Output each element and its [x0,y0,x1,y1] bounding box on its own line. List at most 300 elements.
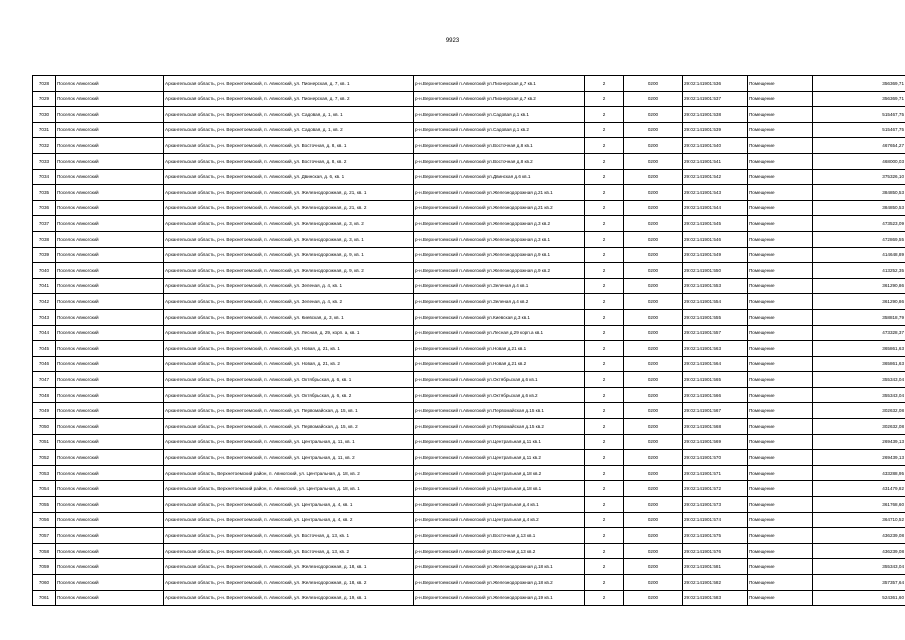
category-number-cell: 2 [585,200,624,216]
cadastral-cost-cell: 473523,09 [813,216,905,232]
settlement-name-cell: Поселок Авнюгский [56,231,164,247]
table-row [33,185,905,201]
type-code-cell: 0200 [624,434,683,450]
object-kind-cell: Помещение [748,169,813,185]
row-number-cell: 7053 [33,465,56,481]
object-kind-cell: Помещение [748,450,813,466]
cadastral-cost-cell: 365861,63 [813,356,905,372]
table-row [33,169,905,185]
full-address-cell: Архангельская область, р-н. Верхнетоемский, п. Авнюгский, ул. Железнодорожная, д. 3, кв. 1 [164,231,414,247]
cadastral-number-cell: 29:02:141901:542 [683,169,748,185]
cadastral-number-cell: 29:02:141901:555 [683,309,748,325]
type-code-cell: 0200 [624,590,683,606]
row-number-cell: 7030 [33,107,56,123]
cadastral-number-cell: 29:02:141901:544 [683,200,748,216]
cadastral-cost-cell: 355343,04 [813,372,905,388]
object-kind-cell: Помещение [748,122,813,138]
short-address-cell: р-н.Верхнетоемский п.Авнюгский ул.Киевская д.3 кв.1 [414,309,585,325]
table-row [33,512,905,528]
cadastral-number-cell: 29:02:141901:581 [683,559,748,575]
cadastral-cost-cell: 413252,35 [813,263,905,279]
row-number-cell: 7036 [33,200,56,216]
row-number-cell: 7048 [33,387,56,403]
type-code-cell: 0200 [624,76,683,92]
row-number-cell: 7033 [33,153,56,169]
category-number-cell: 2 [585,559,624,575]
full-address-cell: Архангельская область, р-н. Верхнетоемский, п. Авнюгский, ул. Центральная, д. 4, кв. 2 [164,512,414,528]
short-address-cell: р-н.Верхнетоемский п.Авнюгский ул.Восточная д.13 кв.1 [414,528,585,544]
object-kind-cell: Помещение [748,497,813,513]
row-number-cell: 7057 [33,528,56,544]
table-row [33,559,905,575]
short-address-cell: р-н.Верхнетоемский п.Авнюгский ул.Октябрьская д.6 кв.2 [414,387,585,403]
type-code-cell: 0200 [624,465,683,481]
type-code-cell: 0200 [624,372,683,388]
category-number-cell: 2 [585,387,624,403]
cadastral-number-cell: 29:02:141901:557 [683,325,748,341]
cadastral-number-cell: 29:02:141901:583 [683,590,748,606]
type-code-cell: 0200 [624,341,683,357]
table-row [33,341,905,357]
settlement-name-cell: Поселок Авнюгский [56,153,164,169]
full-address-cell: Архангельская область, р-н. Верхнетоемский, п. Авнюгский, ул. Первомайская, д. 15, кв. 1 [164,403,414,419]
settlement-name-cell: Поселок Авнюгский [56,465,164,481]
object-kind-cell: Помещение [748,200,813,216]
cadastral-number-cell: 29:02:141901:540 [683,138,748,154]
table-row [33,231,905,247]
settlement-name-cell: Поселок Авнюгский [56,325,164,341]
type-code-cell: 0200 [624,419,683,435]
type-code-cell: 0200 [624,543,683,559]
cadastral-number-cell: 29:02:141901:569 [683,434,748,450]
short-address-cell: р-н.Верхнетоемский п.Авнюгский ул.Восточная д.8 кв.2 [414,153,585,169]
cadastral-number-cell: 29:02:141901:576 [683,543,748,559]
table-row [33,372,905,388]
short-address-cell: р-н.Верхнетоемский п.Авнюгский ул.Восточная д.8 кв.1 [414,138,585,154]
short-address-cell: р-н.Верхнетоемский п.Авнюгский ул.Железнодорожная д.19 кв.1 [414,590,585,606]
table-row [33,481,905,497]
object-kind-cell: Помещение [748,231,813,247]
category-number-cell: 2 [585,590,624,606]
cadastral-number-cell: 29:02:141901:571 [683,465,748,481]
table-row [33,138,905,154]
settlement-name-cell: Поселок Авнюгский [56,247,164,263]
table-row [33,497,905,513]
full-address-cell: Архангельская область, р-н. Верхнетоемский, п. Авнюгский, ул. Железнодорожная, д. 9, кв. 1 [164,247,414,263]
full-address-cell: Архангельская область, р-н. Верхнетоемский, п. Авнюгский, ул. Восточная, д. 8, кв. 1 [164,138,414,154]
row-number-cell: 7028 [33,76,56,92]
row-number-cell: 7055 [33,497,56,513]
category-number-cell: 2 [585,231,624,247]
full-address-cell: Архангельская область, р-н. Верхнетоемский, п. Авнюгский, ул. Железнодорожная, д. 18, кв. 2 [164,575,414,591]
row-number-cell: 7044 [33,325,56,341]
type-code-cell: 0200 [624,497,683,513]
cadastral-cost-cell: 436239,08 [813,543,905,559]
cadastral-cost-cell: 384850,53 [813,185,905,201]
full-address-cell: Архангельская область, р-н. Верхнетоемский, п. Авнюгский, ул. Зеленая, д. 4, кв. 2 [164,294,414,310]
object-kind-cell: Помещение [748,356,813,372]
type-code-cell: 0200 [624,309,683,325]
short-address-cell: р-н.Верхнетоемский п.Авнюгский ул.Центральная д.4 кв.2 [414,512,585,528]
cadastral-number-cell: 29:02:141901:567 [683,403,748,419]
short-address-cell: р-н.Верхнетоемский п.Авнюгский ул.Центральная д.11 кв.1 [414,434,585,450]
full-address-cell: Архангельская область, р-н. Верхнетоемский, п. Авнюгский, ул. Железнодорожная, д. 3, кв. 2 [164,216,414,232]
cadastral-cost-cell: 355343,04 [813,387,905,403]
cadastral-number-cell: 29:02:141901:563 [683,341,748,357]
table-row [33,91,905,107]
category-number-cell: 2 [585,450,624,466]
table-row [33,76,905,92]
cadastral-cost-cell: 356369,71 [813,76,905,92]
cadastral-cost-cell: 524361,60 [813,590,905,606]
short-address-cell: р-н.Верхнетоемский п.Авнюгский ул.Первомайская д.15 кв.2 [414,419,585,435]
table-row [33,294,905,310]
settlement-name-cell: Поселок Авнюгский [56,216,164,232]
type-code-cell: 0200 [624,263,683,279]
full-address-cell: Архангельская область, р-н. Верхнетоемский, п. Авнюгский, ул. Железнодорожная, д. 21, кв. 2 [164,200,414,216]
cadastral-cost-cell: 436239,08 [813,528,905,544]
object-kind-cell: Помещение [748,434,813,450]
row-number-cell: 7038 [33,231,56,247]
cadastral-cost-cell: 431479,82 [813,481,905,497]
category-number-cell: 2 [585,497,624,513]
row-number-cell: 7031 [33,122,56,138]
object-kind-cell: Помещение [748,278,813,294]
short-address-cell: р-н.Верхнетоемский п.Авнюгский ул.Центральная д.18 кв.1 [414,481,585,497]
cadastral-cost-cell: 358818,79 [813,309,905,325]
category-number-cell: 2 [585,403,624,419]
object-kind-cell: Помещение [748,247,813,263]
full-address-cell: Архангельская область, р-н. Верхнетоемский, п. Авнюгский, ул. Железнодорожная, д. 9, кв. 2 [164,263,414,279]
object-kind-cell: Помещение [748,575,813,591]
cadastral-number-cell: 29:02:141901:550 [683,263,748,279]
settlement-name-cell: Поселок Авнюгский [56,278,164,294]
table-row [33,200,905,216]
row-number-cell: 7040 [33,263,56,279]
settlement-name-cell: Поселок Авнюгский [56,76,164,92]
object-kind-cell: Помещение [748,309,813,325]
short-address-cell: р-н.Верхнетоемский п.Авнюгский ул.Садовая д.1 кв.2 [414,122,585,138]
type-code-cell: 0200 [624,559,683,575]
object-kind-cell: Помещение [748,543,813,559]
table-row [33,325,905,341]
short-address-cell: р-н.Верхнетоемский п.Авнюгский ул.Железнодорожная д.3 кв.1 [414,231,585,247]
full-address-cell: Архангельская область, р-н. Верхнетоемский, п. Авнюгский, ул. Садовая, д. 1, кв. 2 [164,122,414,138]
category-number-cell: 2 [585,153,624,169]
short-address-cell: р-н.Верхнетоемский п.Авнюгский ул.Восточная д.13 кв.2 [414,543,585,559]
table-row [33,590,905,606]
table-row [33,403,905,419]
row-number-cell: 7047 [33,372,56,388]
category-number-cell: 2 [585,434,624,450]
cadastral-number-cell: 29:02:141901:543 [683,185,748,201]
category-number-cell: 2 [585,325,624,341]
full-address-cell: Архангельская область, Верхнетоемский район, п. Авнюгский, ул. Центральная, д. 18, кв. 1 [164,481,414,497]
type-code-cell: 0200 [624,91,683,107]
cadastral-cost-cell: 472869,55 [813,231,905,247]
cadastral-number-cell: 29:02:141901:546 [683,231,748,247]
row-number-cell: 7041 [33,278,56,294]
type-code-cell: 0200 [624,481,683,497]
full-address-cell: Архангельская область, р-н. Верхнетоемский, п. Авнюгский, ул. Центральная, д. 11, кв. 1 [164,434,414,450]
row-number-cell: 7032 [33,138,56,154]
cadastral-cost-cell: 365861,63 [813,341,905,357]
cadastral-cost-cell: 515467,75 [813,122,905,138]
cadastral-cost-cell: 433288,95 [813,465,905,481]
full-address-cell: Архангельская область, р-н. Верхнетоемский, п. Авнюгский, ул. Зеленая, д. 4, кв. 1 [164,278,414,294]
full-address-cell: Архангельская область, Верхнетоемский район, п. Авнюгский, ул. Центральная, д. 18, кв. 2 [164,465,414,481]
cadastral-cost-cell: 384850,53 [813,200,905,216]
category-number-cell: 2 [585,247,624,263]
type-code-cell: 0200 [624,122,683,138]
settlement-name-cell: Поселок Авнюгский [56,403,164,419]
cadastral-cost-cell: 467654,27 [813,138,905,154]
category-number-cell: 2 [585,543,624,559]
table-row [33,528,905,544]
cadastral-number-cell: 29:02:141901:545 [683,216,748,232]
object-kind-cell: Помещение [748,107,813,123]
category-number-cell: 2 [585,216,624,232]
short-address-cell: р-н.Верхнетоемский п.Авнюгский ул.Железнодорожная д.21 кв.2 [414,200,585,216]
cadastral-cost-cell: 361290,86 [813,278,905,294]
table-row [33,356,905,372]
object-kind-cell: Помещение [748,138,813,154]
cadastral-number-cell: 29:02:141901:575 [683,528,748,544]
settlement-name-cell: Поселок Авнюгский [56,419,164,435]
category-number-cell: 2 [585,278,624,294]
object-kind-cell: Помещение [748,387,813,403]
cadastral-number-cell: 29:02:141901:553 [683,278,748,294]
settlement-name-cell: Поселок Авнюгский [56,263,164,279]
table-row [33,247,905,263]
category-number-cell: 2 [585,372,624,388]
table-row [33,263,905,279]
cadastral-number-cell: 29:02:141901:537 [683,91,748,107]
table-row [33,278,905,294]
row-number-cell: 7049 [33,403,56,419]
cadastral-cost-cell: 375326,10 [813,169,905,185]
object-kind-cell: Помещение [748,185,813,201]
type-code-cell: 0200 [624,107,683,123]
category-number-cell: 2 [585,294,624,310]
settlement-name-cell: Поселок Авнюгский [56,481,164,497]
object-kind-cell: Помещение [748,512,813,528]
settlement-name-cell: Поселок Авнюгский [56,497,164,513]
row-number-cell: 7045 [33,341,56,357]
cadastral-number-cell: 29:02:141901:564 [683,356,748,372]
cadastral-number-cell: 29:02:141901:573 [683,497,748,513]
table-row [33,107,905,123]
row-number-cell: 7061 [33,590,56,606]
full-address-cell: Архангельская область, р-н. Верхнетоемский, п. Авнюгский, ул. Первомайская, д. 15, кв. 2 [164,419,414,435]
category-number-cell: 2 [585,76,624,92]
settlement-name-cell: Поселок Авнюгский [56,387,164,403]
type-code-cell: 0200 [624,294,683,310]
row-number-cell: 7054 [33,481,56,497]
short-address-cell: р-н.Верхнетоемский п.Авнюгский ул.Новая д.21 кв.2 [414,356,585,372]
settlement-name-cell: Поселок Авнюгский [56,356,164,372]
object-kind-cell: Помещение [748,263,813,279]
settlement-name-cell: Поселок Авнюгский [56,528,164,544]
settlement-name-cell: Поселок Авнюгский [56,575,164,591]
object-kind-cell: Помещение [748,294,813,310]
full-address-cell: Архангельская область, р-н. Верхнетоемский, п. Авнюгский, ул. Пионерская, д. 7, кв. 2 [164,91,414,107]
short-address-cell: р-н.Верхнетоемский п.Авнюгский ул.Центральная д.4 кв.1 [414,497,585,513]
row-number-cell: 7056 [33,512,56,528]
full-address-cell: Архангельская область, р-н. Верхнетоемский, п. Авнюгский, ул. Октябрьская, д. 6, кв. 1 [164,372,414,388]
full-address-cell: Архангельская область, р-н. Верхнетоемский, п. Авнюгский, ул. Пионерская, д. 7, кв. 1 [164,76,414,92]
short-address-cell: р-н.Верхнетоемский п.Авнюгский ул.Садовая д.1 кв.1 [414,107,585,123]
type-code-cell: 0200 [624,216,683,232]
cadastral-number-cell: 29:02:141901:538 [683,107,748,123]
short-address-cell: р-н.Верхнетоемский п.Авнюгский ул.Пионерская д.7 кв.2 [414,91,585,107]
type-code-cell: 0200 [624,247,683,263]
short-address-cell: р-н.Верхнетоемский п.Авнюгский ул.Зеленая д.4 кв.2 [414,294,585,310]
row-number-cell: 7051 [33,434,56,450]
cadastral-cost-cell: 356369,71 [813,91,905,107]
category-number-cell: 2 [585,356,624,372]
row-number-cell: 7035 [33,185,56,201]
full-address-cell: Архангельская область, р-н. Верхнетоемский, п. Авнюгский, ул. Октябрьская, д. 6, кв. 2 [164,387,414,403]
object-kind-cell: Помещение [748,372,813,388]
full-address-cell: Архангельская область, р-н. Верхнетоемский, п. Авнюгский, ул. Киевская, д. 3, кв. 1 [164,309,414,325]
category-number-cell: 2 [585,169,624,185]
cadastral-cost-cell: 302632,08 [813,419,905,435]
row-number-cell: 7039 [33,247,56,263]
row-number-cell: 7037 [33,216,56,232]
cadastral-number-cell: 29:02:141901:541 [683,153,748,169]
cadastral-number-cell: 29:02:141901:554 [683,294,748,310]
full-address-cell: Архангельская область, р-н. Верхнетоемский, п. Авнюгский, ул. Железнодорожная, д. 18, кв. 1 [164,559,414,575]
cadastral-cost-cell: 414648,89 [813,247,905,263]
type-code-cell: 0200 [624,231,683,247]
settlement-name-cell: Поселок Авнюгский [56,91,164,107]
row-number-cell: 7059 [33,559,56,575]
type-code-cell: 0200 [624,185,683,201]
short-address-cell: р-н.Верхнетоемский п.Авнюгский ул.Первомайская д.15 кв.1 [414,403,585,419]
category-number-cell: 2 [585,465,624,481]
category-number-cell: 2 [585,481,624,497]
row-number-cell: 7058 [33,543,56,559]
table-row [33,575,905,591]
object-kind-cell: Помещение [748,341,813,357]
short-address-cell: р-н.Верхнетоемский п.Авнюгский ул.Железнодорожная д.18 кв.2 [414,575,585,591]
category-number-cell: 2 [585,512,624,528]
row-number-cell: 7046 [33,356,56,372]
cadastral-cost-cell: 357357,64 [813,575,905,591]
cadastral-number-cell: 29:02:141901:574 [683,512,748,528]
settlement-name-cell: Поселок Авнюгский [56,543,164,559]
cadastral-cost-cell: 361290,86 [813,294,905,310]
settlement-name-cell: Поселок Авнюгский [56,512,164,528]
cadastral-number-cell: 29:02:141901:539 [683,122,748,138]
settlement-name-cell: Поселок Авнюгский [56,590,164,606]
row-number-cell: 7029 [33,91,56,107]
full-address-cell: Архангельская область, р-н. Верхнетоемский, п. Авнюгский, ул. Восточная, д. 13, кв. 1 [164,528,414,544]
row-number-cell: 7060 [33,575,56,591]
table-row [33,309,905,325]
object-kind-cell: Помещение [748,325,813,341]
short-address-cell: р-н.Верхнетоемский п.Авнюгский ул.Центральная д.11 кв.2 [414,450,585,466]
full-address-cell: Архангельская область, р-н. Верхнетоемский, п. Авнюгский, ул. Железнодорожная, д. 19, кв. 1 [164,590,414,606]
category-number-cell: 2 [585,528,624,544]
settlement-name-cell: Поселок Авнюгский [56,294,164,310]
cadastral-number-cell: 29:02:141901:565 [683,372,748,388]
category-number-cell: 2 [585,107,624,123]
type-code-cell: 0200 [624,575,683,591]
category-number-cell: 2 [585,263,624,279]
short-address-cell: р-н.Верхнетоемский п.Авнюгский ул.Октябрьская д.6 кв.1 [414,372,585,388]
full-address-cell: Архангельская область, р-н. Верхнетоемский, п. Авнюгский, ул. Лесная, д. 29, корп. а, кв. 1 [164,325,414,341]
full-address-cell: Архангельская область, р-н. Верхнетоемский, п. Авнюгский, ул. Железнодорожная, д. 21, кв. 1 [164,185,414,201]
object-kind-cell: Помещение [748,91,813,107]
category-number-cell: 2 [585,122,624,138]
short-address-cell: р-н.Верхнетоемский п.Авнюгский ул.Двинская д.6 кв.1 [414,169,585,185]
full-address-cell: Архангельская область, р-н. Верхнетоемский, п. Авнюгский, ул. Центральная, д. 11, кв. 2 [164,450,414,466]
full-address-cell: Архангельская область, р-н. Верхнетоемский, п. Авнюгский, ул. Восточная, д. 8, кв. 2 [164,153,414,169]
short-address-cell: р-н.Верхнетоемский п.Авнюгский ул.Центральная д.18 кв.2 [414,465,585,481]
settlement-name-cell: Поселок Авнюгский [56,169,164,185]
object-kind-cell: Помещение [748,481,813,497]
table-row [33,216,905,232]
type-code-cell: 0200 [624,387,683,403]
row-number-cell: 7034 [33,169,56,185]
type-code-cell: 0200 [624,138,683,154]
row-number-cell: 7052 [33,450,56,466]
cadastral-cost-cell: 302632,08 [813,403,905,419]
object-kind-cell: Помещение [748,76,813,92]
cadastral-number-cell: 29:02:141901:572 [683,481,748,497]
settlement-name-cell: Поселок Авнюгский [56,434,164,450]
short-address-cell: р-н.Верхнетоемский п.Авнюгский ул.Железнодорожная д.9 кв.2 [414,263,585,279]
short-address-cell: р-н.Верхнетоемский п.Авнюгский ул.Железнодорожная д.18 кв.1 [414,559,585,575]
category-number-cell: 2 [585,341,624,357]
type-code-cell: 0200 [624,200,683,216]
cadastral-cost-cell: 269439,13 [813,450,905,466]
category-number-cell: 2 [585,575,624,591]
type-code-cell: 0200 [624,403,683,419]
short-address-cell: р-н.Верхнетоемский п.Авнюгский ул.Железнодорожная д.21 кв.1 [414,185,585,201]
object-kind-cell: Помещение [748,528,813,544]
type-code-cell: 0200 [624,512,683,528]
settlement-name-cell: Поселок Авнюгский [56,138,164,154]
category-number-cell: 2 [585,185,624,201]
cadastral-number-cell: 29:02:141901:566 [683,387,748,403]
registry-table-body [33,76,905,606]
settlement-name-cell: Поселок Авнюгский [56,372,164,388]
cadastral-cost-cell: 473328,37 [813,325,905,341]
short-address-cell: р-н.Верхнетоемский п.Авнюгский ул.Пионерская д.7 кв.1 [414,76,585,92]
full-address-cell: Архангельская область, р-н. Верхнетоемский, п. Авнюгский, ул. Восточная, д. 13, кв. 2 [164,543,414,559]
settlement-name-cell: Поселок Авнюгский [56,450,164,466]
property-registry-table [32,75,905,606]
cadastral-number-cell: 29:02:141901:568 [683,419,748,435]
short-address-cell: р-н.Верхнетоемский п.Авнюгский ул.Лесная д.29 корп.а кв.1 [414,325,585,341]
object-kind-cell: Помещение [748,403,813,419]
type-code-cell: 0200 [624,450,683,466]
type-code-cell: 0200 [624,325,683,341]
cadastral-number-cell: 29:02:141901:536 [683,76,748,92]
full-address-cell: Архангельская область, р-н. Верхнетоемский, п. Авнюгский, ул. Новая, д. 21, кв. 1 [164,341,414,357]
type-code-cell: 0200 [624,153,683,169]
full-address-cell: Архангельская область, р-н. Верхнетоемский, п. Авнюгский, ул. Садовая, д. 1, кв. 1 [164,107,414,123]
category-number-cell: 2 [585,309,624,325]
row-number-cell: 7043 [33,309,56,325]
table-row [33,153,905,169]
object-kind-cell: Помещение [748,465,813,481]
type-code-cell: 0200 [624,528,683,544]
settlement-name-cell: Поселок Авнюгский [56,200,164,216]
